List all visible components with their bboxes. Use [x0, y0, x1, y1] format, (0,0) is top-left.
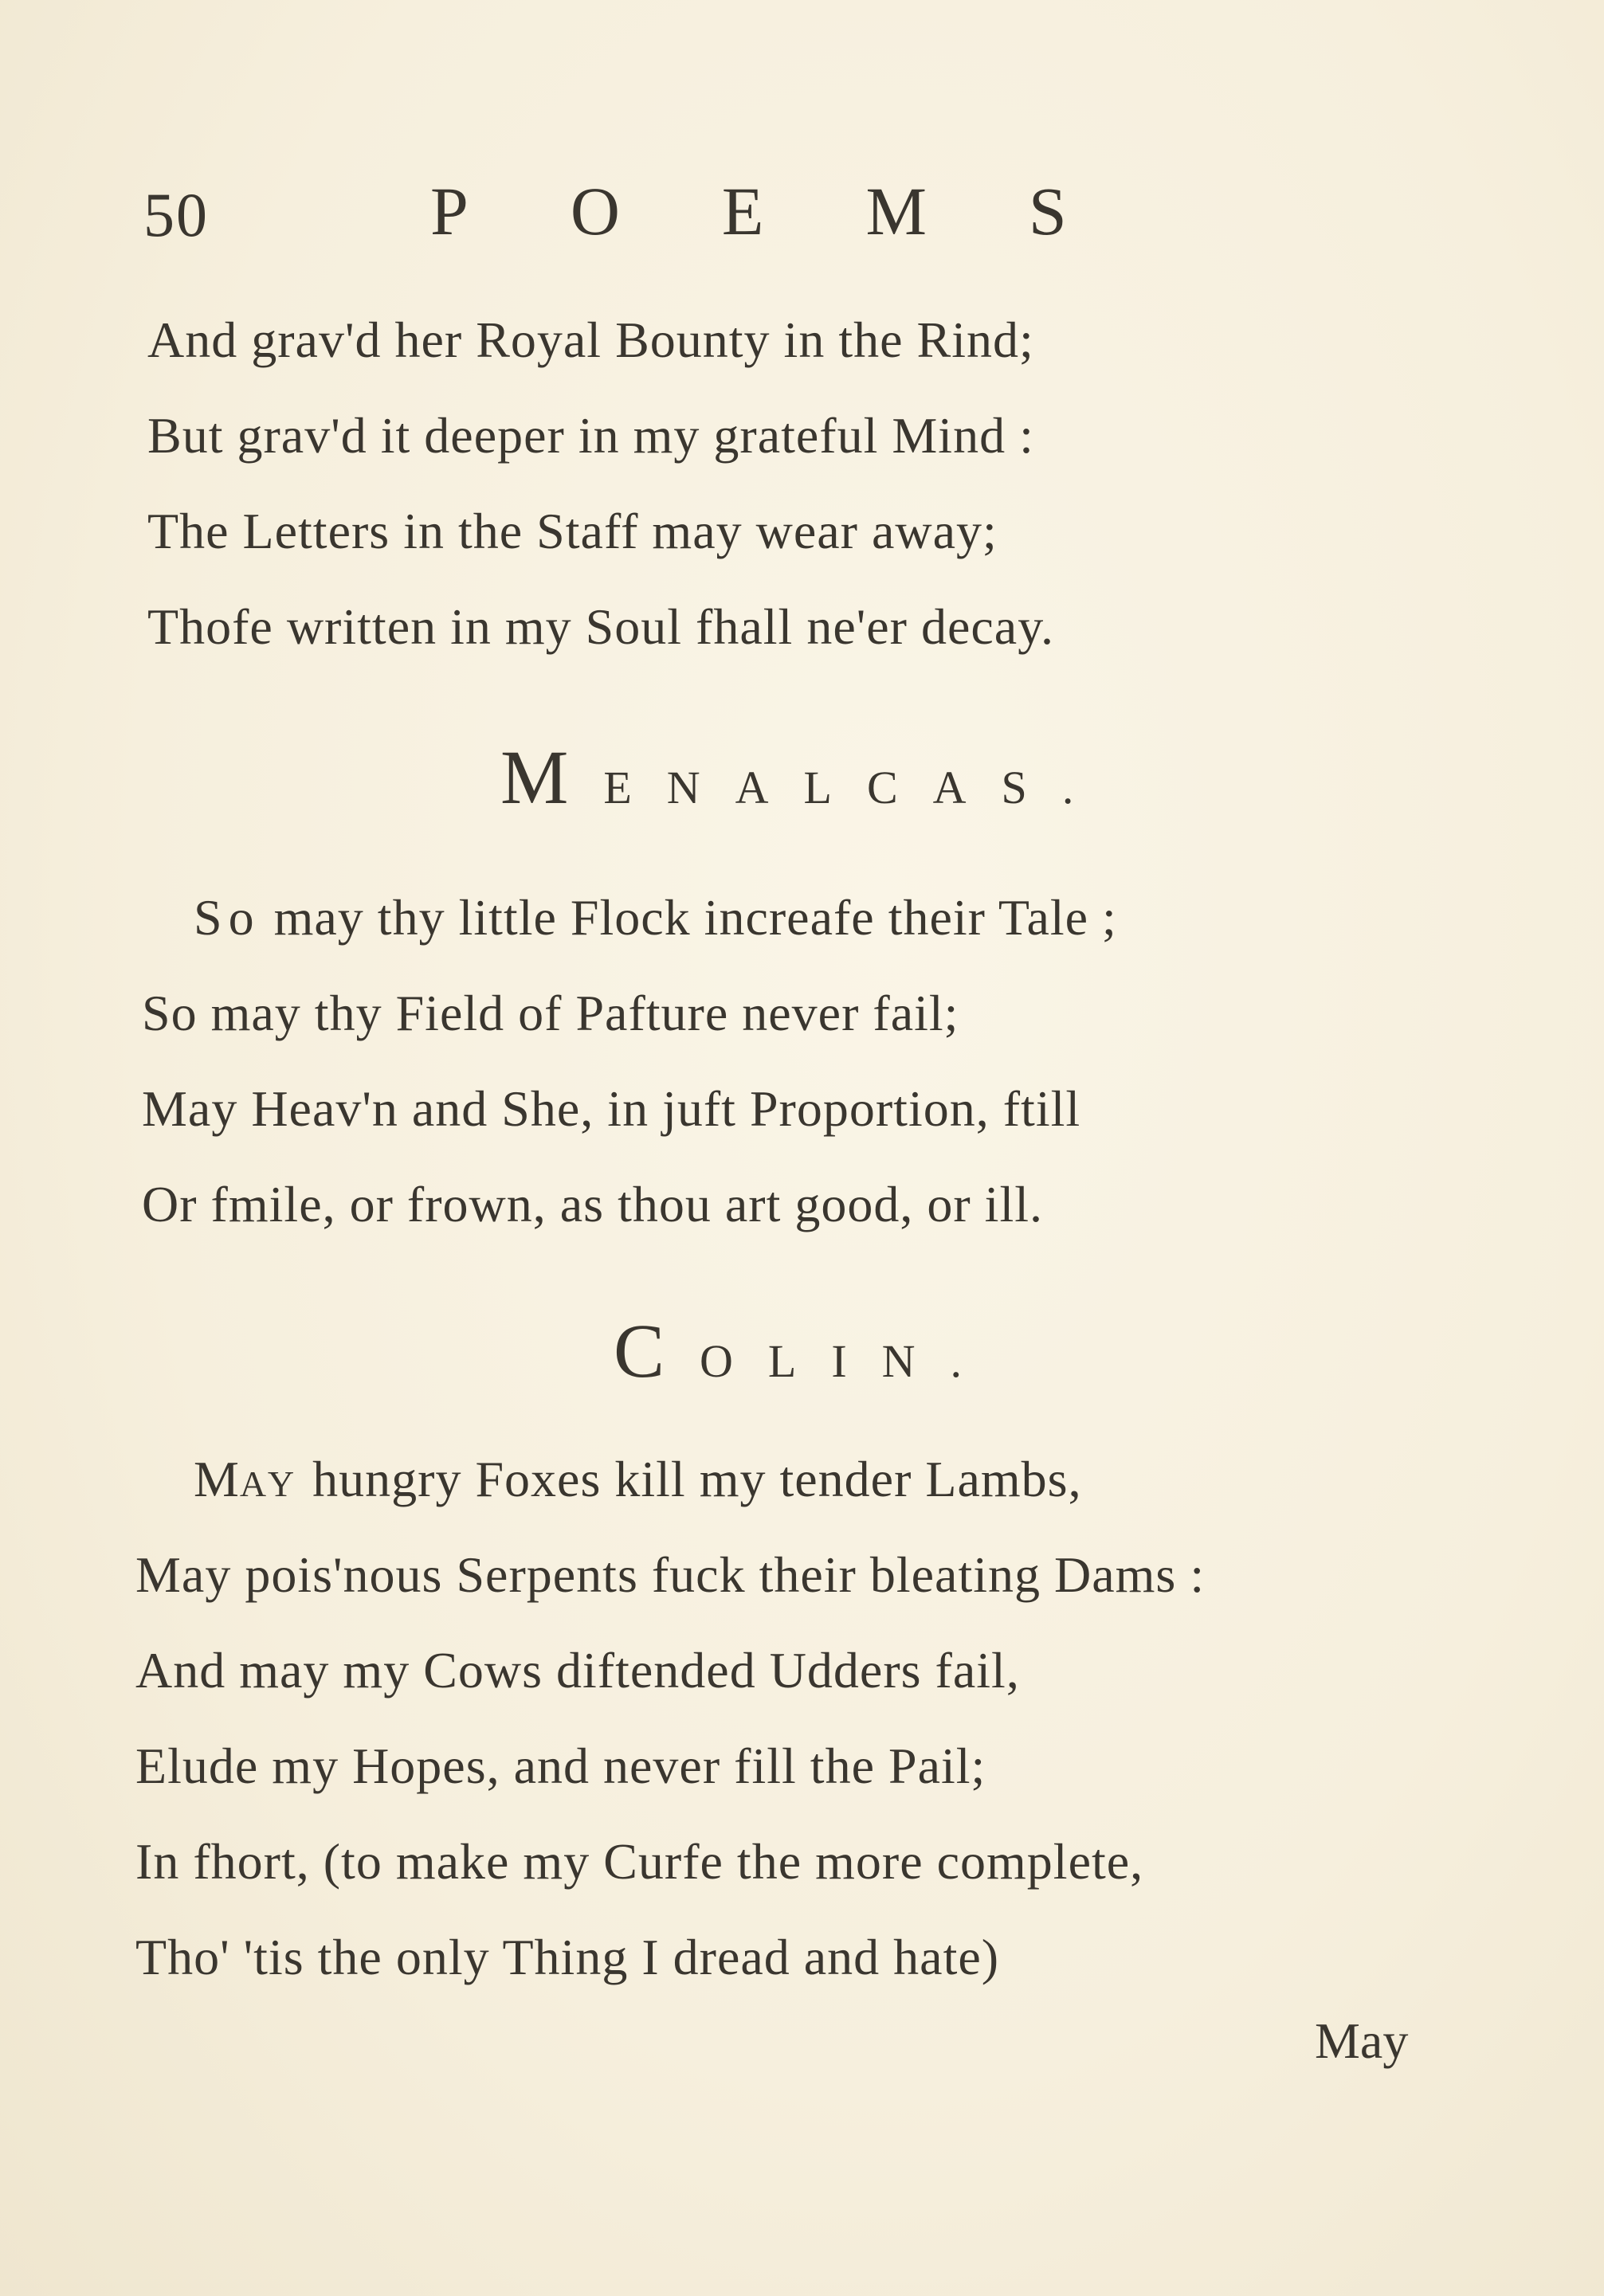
- verse-line: Tho' 'tis the only Thing I dread and hate): [135, 1929, 1000, 1985]
- speaker-heading-menalcas: [500, 733, 1108, 821]
- first-word-initial: M: [194, 1451, 240, 1507]
- verse-line: And grav'd her Royal Bounty in the Rind;: [147, 311, 1034, 368]
- page-number: 50: [143, 180, 209, 249]
- verse-line: And may my Cows diftended Udders fail,: [135, 1642, 1020, 1698]
- first-word-rest: AY: [239, 1463, 300, 1504]
- verse-line-rest: hungry Foxes kill my tender Lambs,: [299, 1451, 1082, 1507]
- running-title: POEMS: [430, 173, 1169, 249]
- verse-line: In fhort, (to make my Curfe the more complete,: [135, 1833, 1144, 1890]
- verse-line-rest: may thy little Flock increafe their Tale ;: [260, 889, 1117, 946]
- verse-line: Or fmile, or frown, as thou art good, or ill.: [142, 1176, 1043, 1232]
- verse-line: Elude my Hopes, and never fill the Pail;: [135, 1738, 986, 1794]
- speaker-name-rest: ENALCAS.: [603, 762, 1109, 813]
- speaker-heading-colin: [614, 1307, 997, 1395]
- verse-line: [194, 888, 1117, 947]
- catchword: May: [1315, 2012, 1409, 2069]
- verse-line: The Letters in the Staff may wear away;: [147, 503, 998, 559]
- verse-line: May pois'nous Serpents fuck their bleating Dams :: [135, 1546, 1206, 1603]
- verse-line: Thofe written in my Soul fhall ne'er decay.: [147, 598, 1055, 655]
- speaker-name-rest: OLIN.: [700, 1335, 998, 1387]
- first-word: So: [194, 889, 261, 946]
- verse-line: But grav'd it deeper in my grateful Mind :: [147, 407, 1034, 464]
- verse-line: So may thy Field of Pafture never fail;: [142, 985, 959, 1041]
- speaker-initial: M: [500, 735, 604, 820]
- speaker-initial: C: [614, 1308, 700, 1393]
- verse-line: May Heav'n and She, in juft Proportion, ftill: [142, 1080, 1081, 1137]
- verse-line: [194, 1450, 1082, 1509]
- page-header: [143, 171, 1179, 259]
